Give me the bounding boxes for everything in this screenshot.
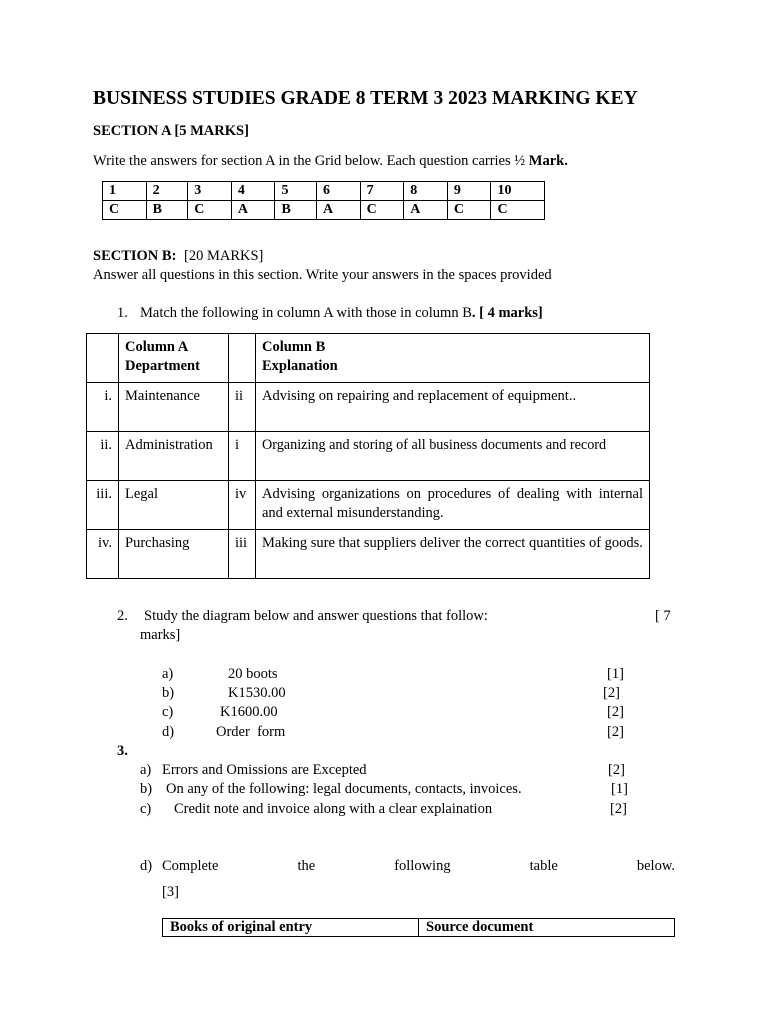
- list-item-mark: [2]: [608, 762, 625, 778]
- table-row: [87, 432, 650, 481]
- grid-answer-cell: B: [146, 201, 188, 220]
- list-item-letter: c): [162, 704, 174, 720]
- list-item-letter: c): [140, 801, 152, 817]
- grid-number-cell: 4: [231, 182, 275, 201]
- grid-answer-cell: A: [404, 201, 448, 220]
- department-cell: Legal: [119, 481, 229, 530]
- q2-text: Study the diagram below and answer questions that follow:: [144, 608, 488, 624]
- match-cell: i: [229, 432, 256, 481]
- source-document-header: Source document: [419, 919, 675, 937]
- grid-number-cell: 1: [103, 182, 147, 201]
- row-number: iv.: [87, 530, 119, 579]
- explanation-cell: Making sure that suppliers deliver the correct quantities of goods.: [256, 530, 650, 579]
- list-item-mark: [2]: [603, 685, 620, 701]
- department-cell: Maintenance: [119, 383, 229, 432]
- grid-number-cell: 2: [146, 182, 188, 201]
- document-title: BUSINESS STUDIES GRADE 8 TERM 3 2023 MARKING KEY: [93, 88, 638, 109]
- list-item-letter: d): [162, 724, 175, 740]
- list-item-answer: Credit note and invoice along with a clear explaination: [174, 801, 493, 817]
- row-number: i.: [87, 383, 119, 432]
- q3-d-instruction: [162, 858, 675, 875]
- section-a-instruction: [93, 153, 568, 170]
- row-number: iii.: [87, 481, 119, 530]
- q2-number: 2.: [117, 608, 128, 624]
- explanation-cell: Advising on repairing and replacement of equipment..: [256, 383, 650, 432]
- match-cell: iv: [229, 481, 256, 530]
- q3-d-mark: [3]: [162, 884, 179, 900]
- q3-number: 3.: [117, 743, 128, 759]
- section-b-marks: [20 MARKS]: [184, 248, 264, 264]
- list-item-letter: a): [140, 762, 152, 778]
- section-b-heading-label: SECTION B:: [93, 248, 177, 264]
- column-b-header: Column B Explanation: [256, 334, 650, 383]
- explanation-cell: Organizing and storing of all business documents and record: [256, 432, 650, 481]
- department-cell: Administration: [119, 432, 229, 481]
- q1-marks: . [ 4 marks]: [471, 305, 543, 321]
- list-item-answer: 20 boots: [228, 666, 278, 682]
- section-a-answer-grid: [102, 181, 545, 220]
- grid-number-cell: 6: [317, 182, 361, 201]
- books-source-table: [162, 918, 675, 937]
- list-item-answer: Errors and Omissions are Excepted: [162, 762, 367, 778]
- match-cell: ii: [229, 383, 256, 432]
- list-item-mark: [1]: [611, 781, 628, 797]
- grid-number-cell: 10: [491, 182, 545, 201]
- books-of-original-entry-header: Books of original entry: [163, 919, 419, 937]
- grid-answer-cell: A: [317, 201, 361, 220]
- grid-answer-cell: C: [447, 201, 491, 220]
- list-item-answer: K1600.00: [220, 704, 278, 720]
- list-item-letter: a): [162, 666, 174, 682]
- list-item-letter: b): [140, 781, 153, 797]
- section-b-heading: [93, 248, 263, 265]
- books-table-header-row: [163, 919, 675, 937]
- grid-number-cell: 7: [360, 182, 404, 201]
- list-item-mark: [2]: [607, 704, 624, 720]
- grid-answer-cell: A: [231, 201, 275, 220]
- list-item-letter: d): [140, 858, 153, 874]
- matching-table: [86, 333, 650, 579]
- grid-answer-cell: C: [491, 201, 545, 220]
- explanation-cell: Advising organizations on procedures of dealing with internal and external misunderstanding.: [256, 481, 650, 530]
- list-item-answer: On any of the following: legal documents, contacts, invoices.: [166, 781, 522, 797]
- grid-answer-cell: B: [275, 201, 317, 220]
- table-row: [87, 530, 650, 579]
- q3-d-word: Complete: [162, 858, 219, 874]
- section-b-instruction: Answer all questions in this section. Write your answers in the spaces provided: [93, 267, 552, 283]
- section-a-instruction-bold: Mark.: [528, 153, 568, 169]
- row-number: ii.: [87, 432, 119, 481]
- list-item-answer: K1530.00: [228, 685, 286, 701]
- q3-d-word: below.: [636, 858, 675, 874]
- list-item-answer: Order form: [216, 724, 286, 740]
- matching-header-row: [87, 334, 650, 383]
- section-a-heading: SECTION A [5 MARKS]: [93, 123, 249, 139]
- q3-d-word: table: [529, 858, 558, 874]
- list-item-mark: [2]: [607, 724, 624, 740]
- table-row: [87, 481, 650, 530]
- list-item-letter: b): [162, 685, 175, 701]
- q3-d-word: the: [297, 858, 316, 874]
- q2-marks-continued: marks]: [140, 627, 181, 643]
- list-item-mark: [2]: [610, 801, 627, 817]
- column-a-header: Column A Department: [119, 334, 229, 383]
- grid-answer-cell: C: [360, 201, 404, 220]
- grid-number-cell: 5: [275, 182, 317, 201]
- department-cell: Purchasing: [119, 530, 229, 579]
- q1-prompt: [140, 305, 543, 322]
- q2-marks: [ 7: [655, 608, 671, 624]
- q1-number: 1.: [117, 305, 128, 321]
- match-cell: iii: [229, 530, 256, 579]
- grid-number-cell: 3: [188, 182, 232, 201]
- grid-answer-cell: C: [188, 201, 232, 220]
- grid-number-cell: 8: [404, 182, 448, 201]
- grid-answer-row: [103, 201, 545, 220]
- section-a-instruction-text: Write the answers for section A in the Grid below. Each question carries ½: [93, 153, 526, 169]
- q1-text: Match the following in column A with those in column B: [140, 305, 472, 321]
- table-row: [87, 383, 650, 432]
- q3-d-word: following: [394, 858, 451, 874]
- grid-number-row: [103, 182, 545, 201]
- grid-answer-cell: C: [103, 201, 147, 220]
- grid-number-cell: 9: [447, 182, 491, 201]
- list-item-mark: [1]: [607, 666, 624, 682]
